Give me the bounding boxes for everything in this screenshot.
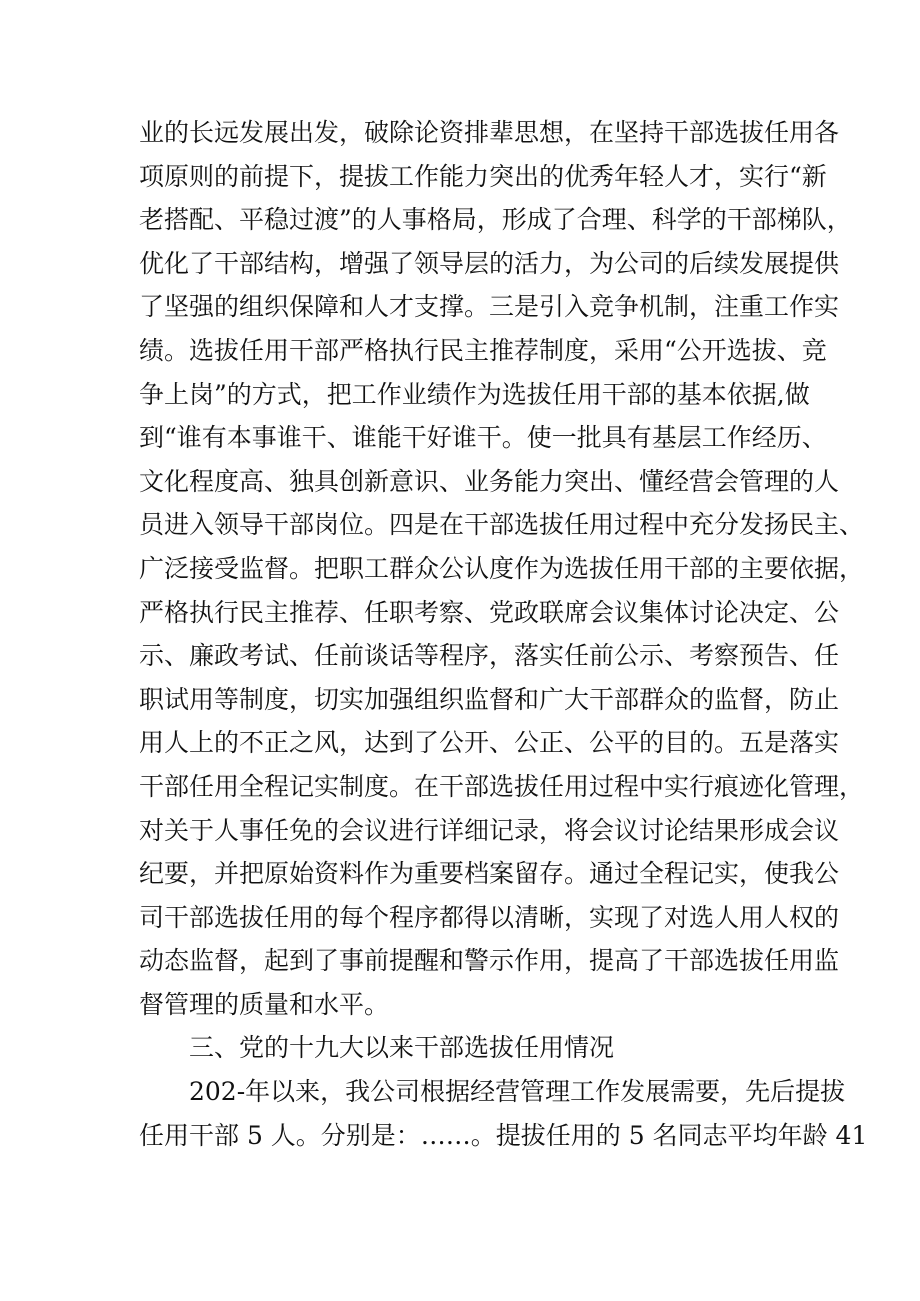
- body-text-line: 对关于人事任免的会议进行详细记录，将会议讨论结果形成会议: [139, 815, 840, 845]
- body-text-line: 争上岗”的方式，把工作业绩作为选拔任用干部的基本依据,做: [139, 379, 810, 409]
- body-text-line: 任用干部 5 人。分别是：……。提拔任用的 5 名同志平均年龄 41: [139, 1120, 868, 1150]
- body-text-line: 员进入领导干部岗位。四是在干部选拔任用过程中充分发扬民主、: [139, 510, 865, 540]
- body-text-line: 到“谁有本事谁干、谁能干好谁干。使一批具有基层工作经历、: [139, 423, 827, 453]
- body-text-line: 纪要，并把原始资料作为重要档案留存。通过全程记实，使我公: [139, 859, 840, 889]
- body-text-line: 绩。选拔任用干部严格执行民主推荐制度，采用“公开选拔、竞: [139, 335, 827, 365]
- body-text-line: 严格执行民主推荐、任职考察、党政联席会议集体讨论决定、公: [139, 597, 840, 627]
- body-text-line: 业的长远发展出发，破除论资排辈思想，在坚持干部选拔任用各: [139, 118, 840, 147]
- body-text-line: 了坚强的组织保障和人才支撑。三是引入竞争机制，注重工作实: [139, 292, 840, 322]
- body-text-line: 202-年以来，我公司根据经营管理工作发展需要，先后提拔: [189, 1077, 846, 1107]
- body-text-line: 职试用等制度，切实加强组织监督和广大干部群众的监督，防止: [139, 684, 840, 714]
- body-text-line: 文化程度高、独具创新意识、业务能力突出、懂经营会管理的人: [139, 466, 840, 496]
- section-heading: 三、党的十九大以来干部选拔任用情况: [189, 1033, 615, 1063]
- body-text-line: 老搭配、平稳过渡”的人事格局，形成了合理、科学的干部梯队，: [139, 205, 852, 235]
- body-text-line: 督管理的质量和水平。: [139, 989, 390, 1019]
- body-text-line: 示、廉政考试、任前谈话等程序，落实任前公示、考察预告、任: [139, 641, 840, 671]
- body-text-line: 优化了干部结构，增强了领导层的活力，为公司的后续发展提供: [139, 248, 840, 278]
- body-text-line: 项原则的前提下，提拔工作能力突出的优秀年轻人才，实行“新: [139, 161, 827, 191]
- body-text-line: 广泛接受监督。把职工群众公认度作为选拔任用干部的主要依据，: [139, 553, 865, 583]
- body-text-line: 动态监督，起到了事前提醒和警示作用，提高了干部选拔任用监: [139, 946, 840, 976]
- document-body: [139, 111, 868, 1157]
- body-text-line: 干部任用全程记实制度。在干部选拔任用过程中实行痕迹化管理，: [139, 771, 865, 801]
- body-text-line: 司干部选拔任用的每个程序都得以清晰，实现了对选人用人权的: [139, 902, 840, 932]
- body-text-line: 用人上的不正之风，达到了公开、公正、公平的目的。五是落实: [139, 728, 840, 758]
